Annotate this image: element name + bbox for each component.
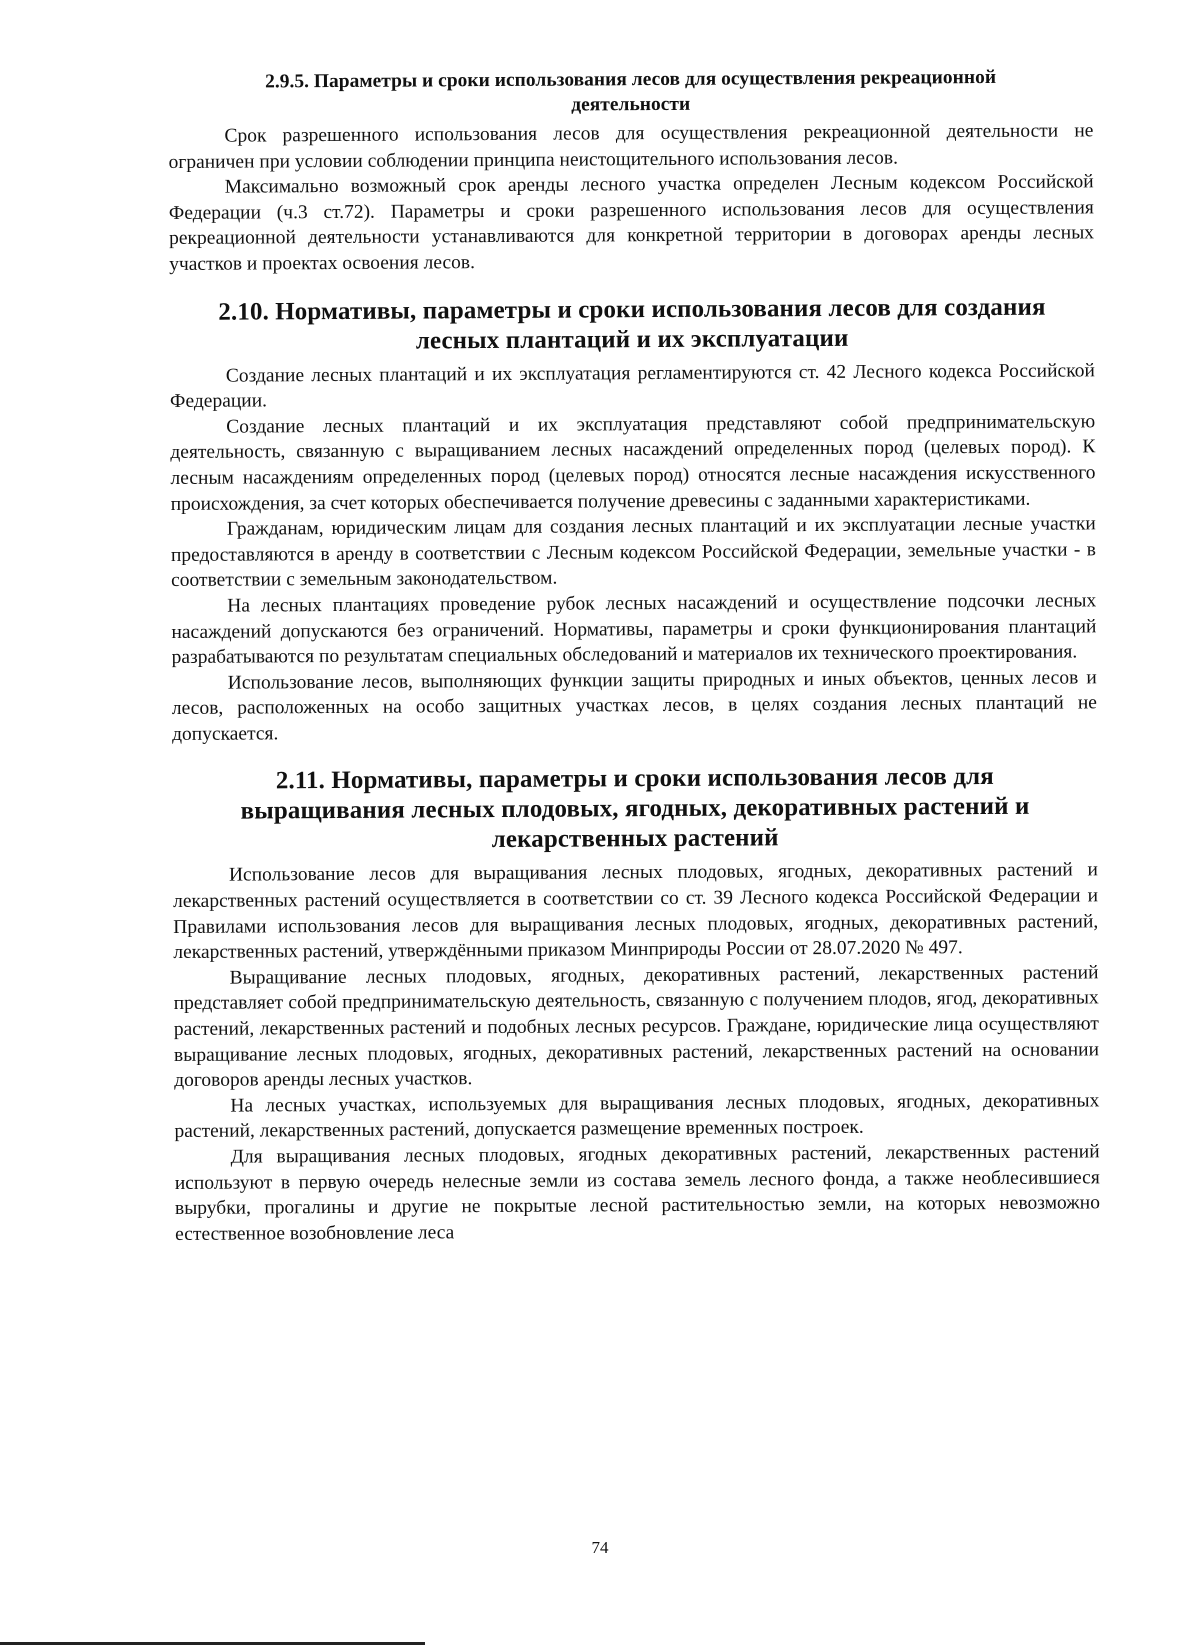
page-number: 74 <box>591 1538 609 1557</box>
paragraph: Использование лесов для выращивания лесных плодовых, ягодных, декоративных растений и лекарственных растений осуществляется в соответствии со ст. 39 Лесного кодекса Российской Федерации и Правилами использования лесов для выращивания лесных плодовых, ягодных, декоративных растений, лекарственных растений, утверждёнными приказом Минприроды России от 28.07.2020 № 497. <box>173 859 1099 964</box>
paragraph: На лесных участках, используемых для выращивания лесных плодовых, ягодных, декоративных растений, лекарственных растений, допускается размещение временных построек. <box>174 1090 1100 1143</box>
heading-line: лекарственных растений <box>491 824 779 854</box>
scan-edge-line <box>0 1642 425 1645</box>
document-page <box>168 64 1100 1247</box>
paragraph: Для выращивания лесных плодовых, ягодных декоративных растений, лекарственных растений используют в первую очередь нелесные земли из состава земель лесного фонда, а также необлесившиеся вырубки, прогалины и другие не покрытые лесной растительностью земли, на которых невозможно естественное возобновление леса <box>174 1141 1101 1245</box>
heading-line: деятельности <box>571 93 691 116</box>
paragraph: Гражданам, юридическим лицам для создания лесных плантаций и их эксплуатации лесные участки предоставляются в аренду в соответствии с Лесным кодексом Российской Федерации, земельные участки - в соответствии с земельным законодательством. <box>170 513 1097 592</box>
section-2-9-5-heading <box>168 64 1093 120</box>
heading-line: 2.11. Нормативы, параметры и сроки использования лесов для <box>275 763 994 795</box>
heading-line: лесных плантаций и их эксплуатации <box>415 324 849 355</box>
section-2-10-heading <box>169 292 1094 358</box>
paragraph: Создание лесных плантаций и их эксплуатация представляют собой предпринимательскую деятельность, связанную с выращиванием лесных насаждений определенных пород (целевых пород). К лесным насаждениям определенных пород (целевых пород) относятся лесные насаждения искусственного происхождения, за счет которых обеспечивается получение древесины с заданными характеристиками. <box>170 411 1096 515</box>
paragraph: На лесных плантациях проведение рубок лесных насаждений и осуществление подсочки лесных насаждений допускаются без ограничений. Нормативы, параметры и сроки функционирования плантаций разрабатываются по результатам специальных обследований и материалов их технического проектирования. <box>171 590 1097 669</box>
heading-line: выращивания лесных плодовых, ягодных, декоративных растений и <box>240 793 1030 826</box>
paragraph: Использование лесов, выполняющих функции защиты природных и иных объектов, ценных лесов и лесов, расположенных на особо защитных участках лесов, в целях создания лесных плантаций не допускается. <box>171 667 1097 745</box>
paragraph: Максимально возможный срок аренды лесного участка определен Лесным кодексом Российской Федерации (ч.3 ст.72). Параметры и сроки разрешенного использования лесов для осуществления рекреационной деятельности устанавливаются для конкретной территории в договорах аренды лесных участков и проектах освоения лесов. <box>168 171 1095 275</box>
section-2-11-heading <box>172 762 1098 858</box>
heading-line: 2.9.5. Параметры и сроки использования лесов для осуществления рекреационной <box>264 66 997 93</box>
paragraph: Создание лесных плантаций и их эксплуатация регламентируются ст. 42 Лесного кодекса Российской Федерации. <box>169 359 1095 413</box>
paragraph: Срок разрешенного использования лесов для осуществления рекреационной деятельности не ограничен при условии соблюдении принципа неистощительного использования лесов. <box>168 120 1094 173</box>
heading-line: 2.10. Нормативы, параметры и сроки использования лесов для создания <box>218 293 1046 326</box>
paragraph: Выращивание лесных плодовых, ягодных, декоративных растений, лекарственных растений представляет собой предпринимательскую деятельность, связанную с получением плодов, ягод, декоративных растений, лекарственных растений и подобных лесных ресурсов. Граждане, юридические лица осуществляют выращивание лесных плодовых, ягодных, декоративных растений, лекарственных растений на основании договоров аренды лесных участков. <box>173 962 1100 1092</box>
